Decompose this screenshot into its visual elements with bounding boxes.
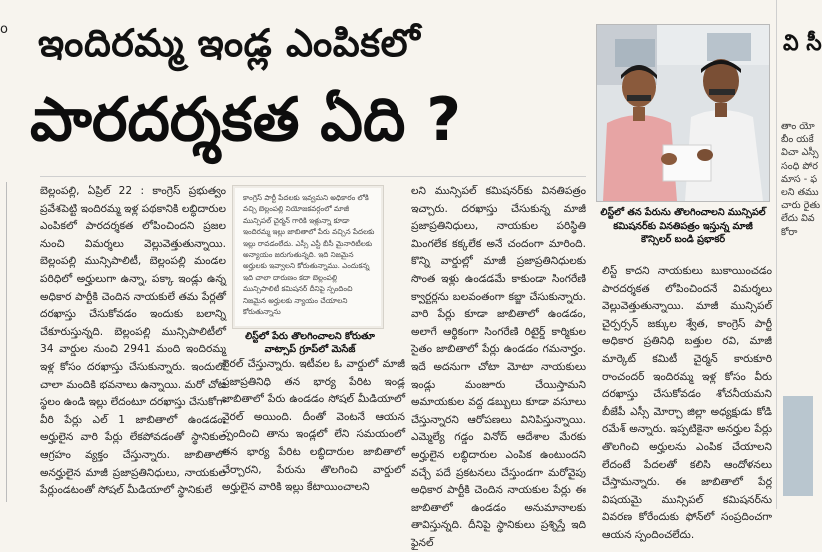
article-column-3: లని మున్సిపల్ కమిషనర్‌కు వినతిపత్రం ఇచ్చారు. దరఖాస్తు చేసుకున్న మాజీ ప్రజాప్రతినిధులు, నాయకుల పరిస్థితి మింగలేక కక్కలేక అనే చందంగా మారింది. కొన్ని వార్డుల్లో మాజీ ప్రజాప్రతినిధులకు సొంత ఇళ్లు ఉండడమే కాకుండా సింగరేణి క్వార్టర్లను బలవంతంగా కబ్జా చేసుకున్నారు. వారి పేర్లు కూడా జాబితాలో ఉండడం, అలాగే ఆర్థికంగా సింగరేణి రిటైర్డ్ కార్మికుల సైతం జాబితాలో పేర్లు ఉండడం గమనార్హం. ఇదే అదనుగా చోటా మోటా నాయకులు ఇండ్లు మంజూరు చేయిస్తామని అమాయకుల వద్ద డబ్బులు కూడా వసూలు చేస్తున్నారని ఆరోపణలు వినిపిస్తున్నాయి. ఎమ్మెల్యే గడ్డం వినోద్ ఆదేశాల మేరకు అర్హులైన లబ్ధిదారుల ఎంపిక ఉంటుందని వచ్చే పదే ప్రకటనలు చేస్తుండగా మరోవైపు అధికార పార్టీకి చెందిన నాయకుల పేర్లు ఈ జాబితాలో ఉండడం అనుమానాలకు తావిస్తున్నది. దీనిపై స్థానికులు ప్రశ్నిస్తే ఇది ఫైనల్: [411, 185, 586, 549]
news-photo: [596, 24, 770, 202]
photo-illustration: [597, 25, 769, 201]
headline-line-1: ఇందిరమ్మ ఇండ్ల ఎంపికలో: [38, 21, 421, 65]
article-column-4: లిస్ట్ కాదని నాయకులు బుకాయించడం పారదర్శకత లోపించిందనే విమర్శలు వెల్లువెత్తుతున్నాయి. మాజీ మున్సిపల్ చైర్పర్సన్ జక్కుల శ్వేత, కాంగ్రెస్ పార్టీ అధికార ప్రతినిధి బత్తుల రవి, మాజీ మార్కెట్ కమిటీ చైర్మన్ కారుకూరి రాంచందర్ ఇందిరమ్మ ఇళ్ల కోసం వీరు దరఖాస్తు చేసుకోవడం శోచనీయమని బీజేపీ ఎస్సీ మోర్చా జిల్లా అధ్యక్షుడు కోడి రమేశ్ అన్నారు. ఇప్పటికైనా అనర్హుల పేర్లు తొలగించి అర్హులను ఎంపిక చేయాలని లేదంటే పేదలతో కలిసి ఆందోళనలు చేస్తామన్నారు. ఈ జాబితాలో పేర్ల విషయమై మున్సిపల్ కమిషనర్‌ను వివరణ కోరేందుకు ఫోన్‌లో సంప్రదించగా ఆయన స్పందించలేదు.: [602, 265, 772, 541]
edge-fragment: o: [0, 22, 8, 37]
adjacent-article-strip: [776, 0, 822, 509]
adjacent-headline: వి సీ: [783, 31, 822, 56]
photo-caption: లిస్ట్‌లో తన పేరును తొలగించాలని మున్సిపల్ కమిషనర్‌కు వినతిపత్రం ఇస్తున్న మాజీ కౌన్సిలర్ బండి ప్రభాకర్: [600, 207, 766, 245]
adjacent-photo: [783, 396, 813, 496]
whatsapp-message-caption: లిస్ట్‌లో పేరు తొలగించాలని కోరుతూ వాట్సాప్ గ్రూప్‌లో మెసేజ్: [245, 331, 375, 355]
article-column-1: బెల్లంపల్లి, ఏప్రిల్ 22 : కాంగ్రెస్ ప్రభుత్వం ప్రవేశపెట్టి ఇందిరమ్మ ఇళ్ల పథకానికి లబ్ధిదారుల ఎంపికలో పారదర్శకత లోపించిందని ప్రజల నుంచి విమర్శలు వెల్లువెత్తుతున్నాయి. బెల్లంపల్లి మున్సిపాలిటీ, బెల్లంపల్లి మండల పరిధిలో అర్హులుగా ఉన్నా, పక్కా ఇండ్లు ఉన్న అధికార పార్టీకి చెందిన నాయకులే తమ పేర్లతో దరఖాస్తు చేసుకోవడం ఇందుకు బలాన్ని చేకూరుస్తున్నది. బెల్లంపల్లి మున్సిపాలిటీలో 34 వార్డుల నుంచి 2941 మంది ఇందిరమ్మ ఇళ్ల కోసం దరఖాస్తు చేసుకున్నారు. ఇందులో చాలా మందికి భవనాలు ఉన్నాయి. మరో చోట స్థలం ఉండి ఇల్లు లేదంటూ దరఖాస్తు చేసుకోగా వీరి పేర్లు ఎల్ 1 జాబితాలో ఉండడం, అర్హులైన వారి పేర్లు లేకపోవడంతో స్థానికుల ఆగ్రహం వ్యక్తం చేస్తున్నారు. జాబితాలో అనర్హులైన మాజీ ప్రజాప్రతినిధులు, నాయకుల పేర్లుండటంతో సోషల్ మీడియాలో స్థానికులే: [40, 185, 226, 497]
whatsapp-message-text: కాంగ్రెస్ పార్టీ పేదలకు ఇవ్వమని అధికారం లోకి వచ్చి బెల్లంపల్లి నియోజకవర్గంలో మాజీ మున్సిపల్ చైర్మన్ గారికి ఇళ్లున్నా కూడా ఇందిరమ్మ ఇల్లు జాబితాలో పేరు వచ్చిన పేదలకు ఇల్లు రావడంలేదు. ఎస్సీ ఎస్టీ బీసీ మైనారిటీలకు అన్యాయం జరుగుతున్నది. ఇది నిజమైన అర్హులకు ఇవ్వాలని కోరుతున్నాము. ఎందుకన్న ఇది చాలా దారుణం కదా బెల్లంపల్లి మున్సిపాలిటీ కమిషనర్ దీనిపై స్పందించి నిజమైన అర్హులకు న్యాయం చేయాలని కోరుతున్నాను: [243, 193, 375, 317]
whatsapp-message-image: [232, 185, 384, 329]
article-column-2: వైరల్ చేస్తున్నారు. ఇటీవల ఓ వార్డులో మాజీ ప్రజాప్రతినిధి తన భార్య పేరిట ఇండ్ల జాబితాలో పేరు ఉండడం సోషల్ మీడియాలో వైరల్ అయింది. దీంతో వెంటనే ఆయన స్పందించి తాను ఇండ్లలో లేని సమయంలో తన భార్య పేరిట లబ్ధిదారుల జాబితాలో చేర్చారని, పేరును తొలగించి వార్డులో అర్హులైన వారికి ఇల్లు కేటాయించాలని: [222, 358, 405, 494]
headline-line-2: పారదర్శకత ఏది ?: [30, 85, 462, 155]
headline-rule: [40, 176, 586, 177]
column-divider: [6, 182, 7, 502]
adjacent-text: తాం యో బీం యకే విచా ఎస్సీ సంధి పోర మాస - ఫ లని తము చారు రైతు లేదు వివ కోరా: [781, 121, 821, 238]
